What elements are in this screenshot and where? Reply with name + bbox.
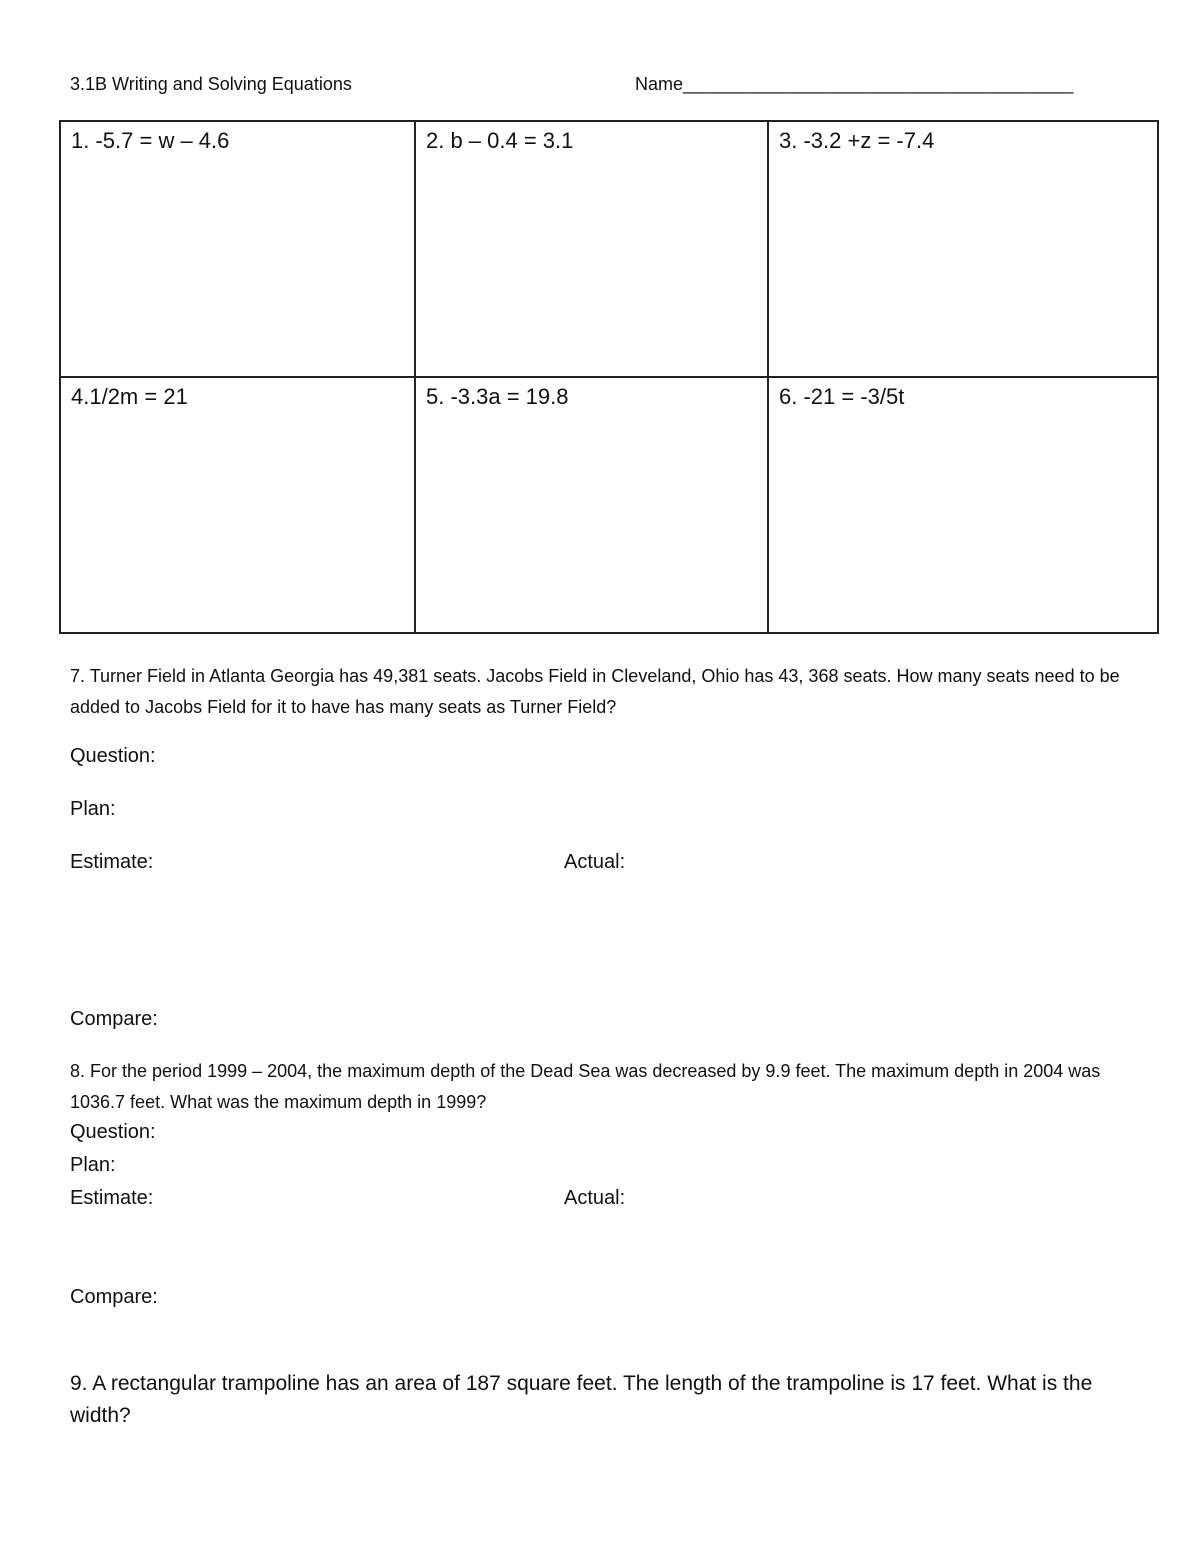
problem-6-cell: 6. -21 = -3/5t (768, 377, 1158, 633)
worksheet-title: 3.1B Writing and Solving Equations (70, 74, 352, 94)
problem-5-cell: 5. -3.3a = 19.8 (415, 377, 768, 633)
q8-estimate-label: Estimate: (70, 1187, 154, 1209)
q8-actual-label: Actual: (564, 1187, 626, 1209)
grid-row (60, 377, 1158, 633)
question-9-text: 9. A rectangular trampoline has an area of 187 square feet. The length of the trampoline is 17 feet. What is the width? (70, 1372, 1093, 1427)
name-field-line: Name_______________________________________ (635, 74, 1074, 94)
worksheet-header (70, 74, 1150, 100)
question-7-text: 7. Turner Field in Atlanta Georgia has 49,381 seats. Jacobs Field in Cleveland, Ohio has 43, 368 seats. How many seats need to be added to Jacobs Field for it to have has many seats as Turner Field? (70, 666, 1120, 717)
q8-question-label: Question: (70, 1121, 156, 1143)
q8-compare-label: Compare: (70, 1286, 158, 1308)
q7-question-label: Question: (70, 745, 156, 767)
problem-2-cell: 2. b – 0.4 = 3.1 (415, 121, 768, 377)
problem-3-cell: 3. -3.2 +z = -7.4 (768, 121, 1158, 377)
problem-4-cell: 4.1/2m = 21 (60, 377, 415, 633)
problem-1-cell: 1. -5.7 = w – 4.6 (60, 121, 415, 377)
q7-estimate-label: Estimate: (70, 851, 154, 873)
question-8-text: 8. For the period 1999 – 2004, the maximum depth of the Dead Sea was decreased by 9.9 feet. The maximum depth in 2004 was 1036.7 feet. What was the maximum depth in 1999? (70, 1061, 1101, 1112)
q7-compare-label: Compare: (70, 1008, 158, 1030)
q8-plan-label: Plan: (70, 1154, 116, 1176)
equation-grid (59, 120, 1159, 634)
grid-row (60, 121, 1158, 377)
q7-actual-label: Actual: (564, 851, 626, 873)
q7-plan-label: Plan: (70, 798, 116, 820)
